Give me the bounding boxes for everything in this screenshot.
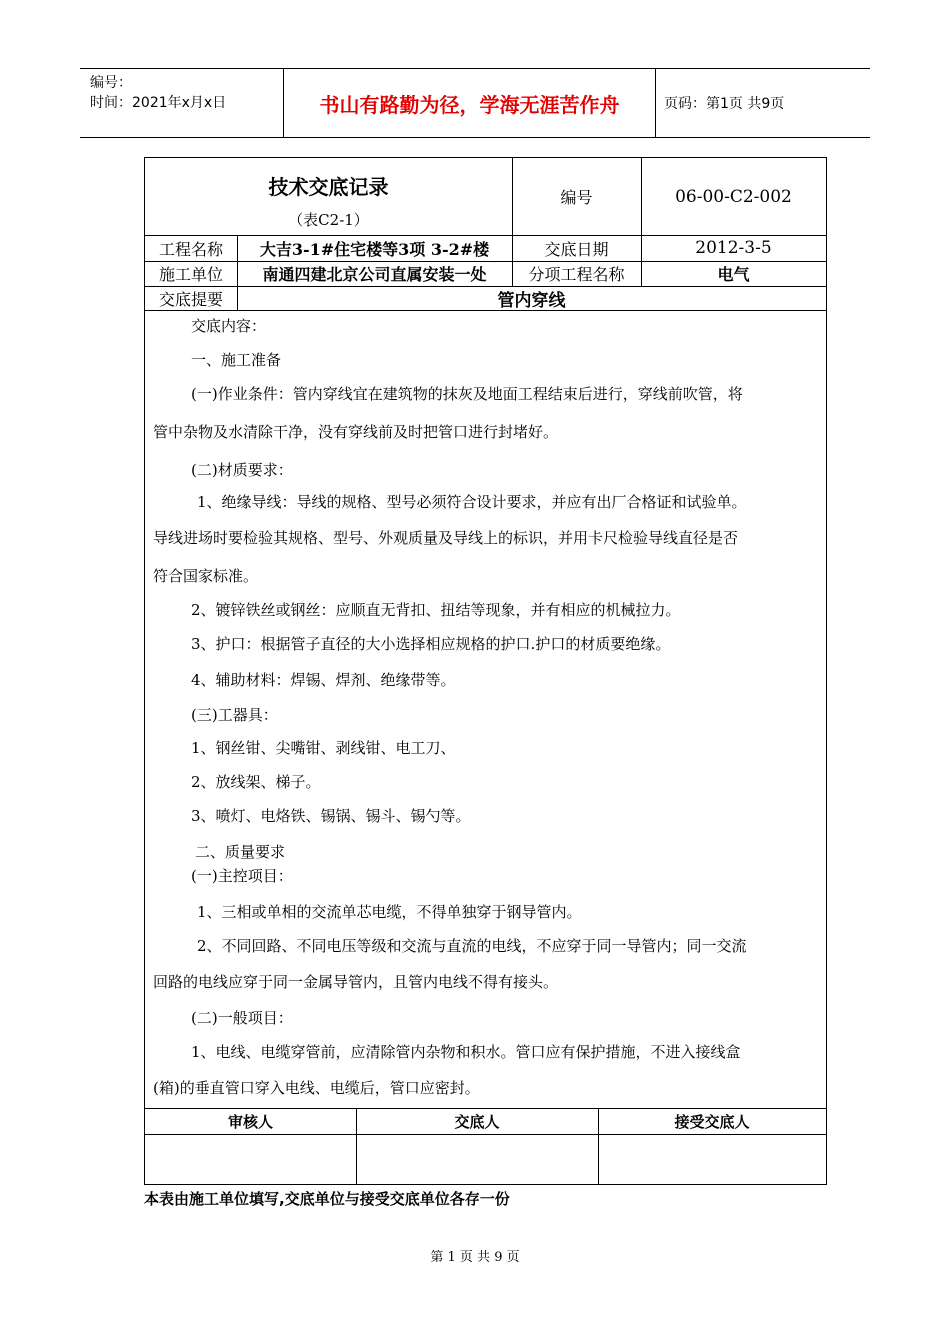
form-title: 技术交底记录 <box>268 174 389 199</box>
content-line: (三)工器具： <box>191 706 278 724</box>
date-value: 2012-3-5 <box>695 238 772 258</box>
row-divider <box>145 310 826 311</box>
content-line: 管中杂物及水清除干净，没有穿线前及时把管口进行封堵好。 <box>153 423 559 441</box>
header-divider <box>655 69 656 137</box>
content-line: 3、喷灯、电烙铁、锡锅、锡斗、锡勺等。 <box>191 807 471 825</box>
document-time: 时间：2021年x月x日 <box>90 95 227 111</box>
content-line: 2、放线架、梯子。 <box>191 773 321 791</box>
content-line: (一)主控项目： <box>191 867 293 885</box>
content-line: (箱)的垂直管口穿入电线、电缆后，管口应密封。 <box>153 1079 480 1097</box>
content-line: 2、不同回路、不同电压等级和交流与直流的电线，不应穿于同一导管内；同一交流 <box>197 937 747 955</box>
discloser-label: 交底人 <box>454 1113 500 1131</box>
header-meta <box>90 73 226 113</box>
content-line: 导线进场时要检验其规格、型号、外观质量及导线上的标识，并用卡尺检验导线直径是否 <box>153 529 739 547</box>
reviewer-signature-cell[interactable] <box>145 1135 356 1184</box>
page-header <box>80 68 870 138</box>
content-line: 1、绝缘导线：导线的规格、型号必须符合设计要求，并应有出厂合格证和试验单。 <box>197 493 747 511</box>
content-line: 2、镀锌铁丝或钢丝：应顺直无背扣、扭结等现象，并有相应的机械拉力。 <box>191 601 681 619</box>
subproject-label: 分项工程名称 <box>528 265 625 284</box>
content-line: 3、护口：根据管子直径的大小选择相应规格的护口.护口的材质要绝缘。 <box>191 635 671 653</box>
receiver-signature-cell[interactable] <box>599 1135 826 1184</box>
content-line: 4、辅助材料：焊锡、焊剂、绝缘带等。 <box>191 671 456 689</box>
header-motto: 书山有路勤为径，学海无涯苦作舟 <box>319 92 620 117</box>
content-line: 符合国家标准。 <box>153 567 259 585</box>
discloser-signature-cell[interactable] <box>357 1135 598 1184</box>
receiver-label: 接受交底人 <box>674 1113 750 1131</box>
content-line: 1、三相或单相的交流单芯电缆，不得单独穿于钢导管内。 <box>197 903 582 921</box>
unit-label: 施工单位 <box>158 265 223 284</box>
date-label: 交底日期 <box>544 239 609 259</box>
content-line: 一、施工准备 <box>191 351 282 369</box>
summary-value: 管内穿线 <box>497 290 566 311</box>
content-line: 1、电线、电缆穿管前，应清除管内杂物和积水。管口应有保护措施，不进入接线盒 <box>191 1043 741 1061</box>
form-subtitle: （表C2-1） <box>288 210 369 229</box>
reviewer-label: 审核人 <box>227 1113 273 1131</box>
unit-value: 南通四建北京公司直属安装一处 <box>262 265 487 284</box>
document-number-label: 编号： <box>90 75 132 91</box>
page-footer: 第 1 页 共 9 页 <box>430 1250 520 1265</box>
content-line: (二)一般项目： <box>191 1009 293 1027</box>
summary-label: 交底提要 <box>158 289 223 309</box>
project-label: 工程名称 <box>158 239 223 259</box>
project-value: 大吉3-1#住宅楼等3项 3-2#楼 <box>259 239 490 259</box>
content-line: (一)作业条件：管内穿线宜在建筑物的抹灰及地面工程结束后进行，穿线前吹管，将 <box>191 385 743 403</box>
content-line: 二、质量要求 <box>195 843 286 861</box>
disclosure-form <box>144 157 827 1185</box>
content-line: 交底内容： <box>191 317 267 335</box>
number-label: 编号 <box>560 188 593 207</box>
content-line: (二)材质要求： <box>191 461 293 479</box>
header-page-info: 页码：第1页 共9页 <box>664 96 785 112</box>
content-line: 1、钢丝钳、尖嘴钳、剥线钳、电工刀、 <box>191 739 456 757</box>
form-note: 本表由施工单位填写,交底单位与接受交底单位各存一份 <box>144 1190 510 1208</box>
subproject-value: 电气 <box>717 265 750 284</box>
number-value: 06-00-C2-002 <box>675 186 792 207</box>
content-line: 回路的电线应穿于同一金属导管内，且管内电线不得有接头。 <box>153 973 559 991</box>
